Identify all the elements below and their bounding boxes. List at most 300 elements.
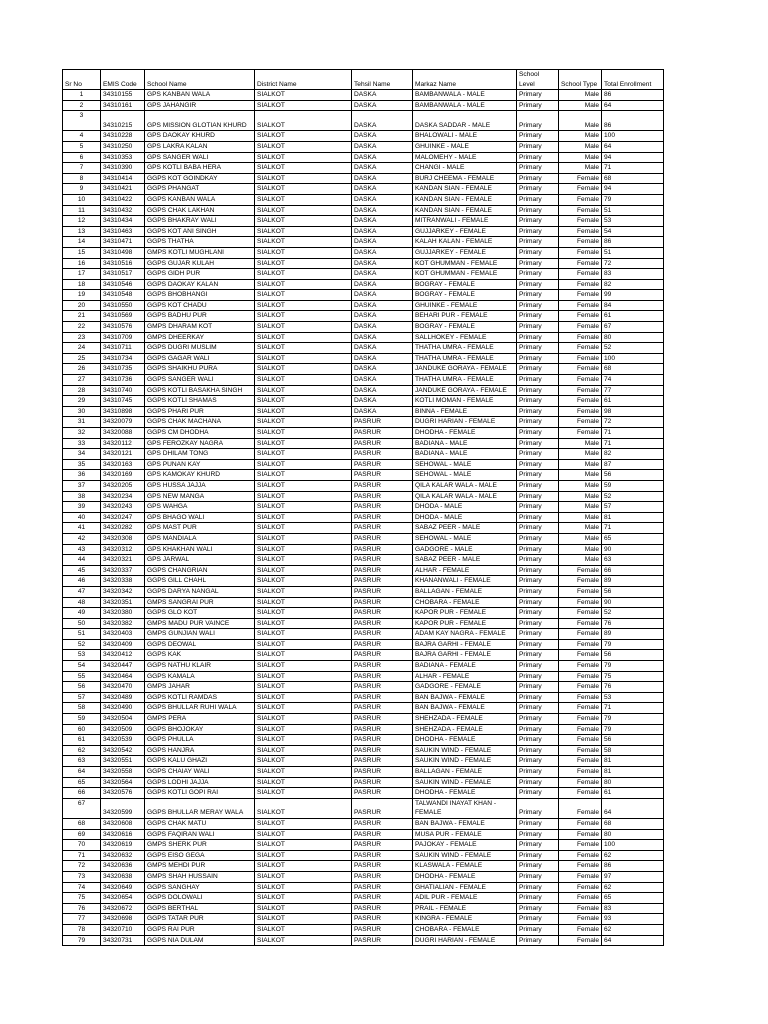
district-name-cell: SIALKOT	[255, 428, 352, 439]
tehsil-name-cell: PASRUR	[352, 756, 413, 767]
district-name-cell: SIALKOT	[255, 512, 352, 523]
school-type-cell: Male	[559, 90, 602, 101]
school-level-cell: Primary	[517, 861, 559, 872]
emis-code-cell: 34310516	[101, 258, 145, 269]
sr-no-cell: 64	[63, 767, 101, 778]
school-name-cell: GGPS HANJRA	[145, 745, 255, 756]
school-level-cell: Primary	[517, 173, 559, 184]
sr-no-cell: 37	[63, 480, 101, 491]
emis-code-cell: 34310353	[101, 152, 145, 163]
markaz-name-cell: QILA KALAR WALA - MALE	[413, 480, 517, 491]
emis-code-cell: 34310711	[101, 343, 145, 354]
markaz-name-cell: BAMBANWALA - MALE	[413, 90, 517, 101]
school-type-cell: Female	[559, 269, 602, 280]
table-row	[63, 597, 664, 608]
markaz-name-cell: BHALOWALI - MALE	[413, 131, 517, 142]
tehsil-name-cell: DASKA	[352, 269, 413, 280]
total-enrollment-cell: 72	[602, 258, 664, 269]
markaz-name-cell: THATHA UMRA - FEMALE	[413, 343, 517, 354]
tehsil-name-cell: DASKA	[352, 311, 413, 322]
markaz-name-cell: BAJRA GARHI - FEMALE	[413, 650, 517, 661]
table-row	[63, 882, 664, 893]
total-enrollment-cell: 71	[602, 523, 664, 534]
markaz-name-cell: BAN BAJWA - FEMALE	[413, 818, 517, 829]
school-level-cell: Primary	[517, 152, 559, 163]
tehsil-name-cell: PASRUR	[352, 650, 413, 661]
school-type-cell: Male	[559, 523, 602, 534]
sr-no-cell: 50	[63, 618, 101, 629]
sr-no-cell: 63	[63, 756, 101, 767]
district-name-cell: SIALKOT	[255, 671, 352, 682]
school-level-cell: Primary	[517, 343, 559, 354]
school-name-cell: GMPS MADU PUR VAINCE	[145, 618, 255, 629]
tehsil-name-cell: PASRUR	[352, 682, 413, 693]
district-name-cell: SIALKOT	[255, 639, 352, 650]
school-name-cell: GMPS JAHAR	[145, 682, 255, 693]
school-level-cell: Primary	[517, 840, 559, 851]
school-type-cell: Female	[559, 639, 602, 650]
school-name-cell: GGPS GILL CHAHL	[145, 576, 255, 587]
markaz-name-cell: DUGRI HARIAN - FEMALE	[413, 417, 517, 428]
sr-no-cell: 22	[63, 322, 101, 333]
sr-no-cell: 72	[63, 861, 101, 872]
total-enrollment-cell: 98	[602, 406, 664, 417]
markaz-name-cell: MITRANWALI - FEMALE	[413, 216, 517, 227]
school-name-cell: GGPS KOTLI BASAKHA SINGH	[145, 385, 255, 396]
sr-no-cell: 52	[63, 639, 101, 650]
emis-code-cell: 34310546	[101, 279, 145, 290]
emis-code-cell: 34310576	[101, 322, 145, 333]
total-enrollment-cell: 56	[602, 470, 664, 481]
total-enrollment-cell: 68	[602, 818, 664, 829]
school-type-cell: Female	[559, 300, 602, 311]
school-name-cell: GGPS DARYA NANGAL	[145, 586, 255, 597]
school-type-cell: Female	[559, 586, 602, 597]
total-enrollment-cell: 68	[602, 173, 664, 184]
emis-code-cell: 34320564	[101, 777, 145, 788]
district-name-cell: SIALKOT	[255, 629, 352, 640]
school-name-cell: GPS KANBAN WALA	[145, 90, 255, 101]
school-name-cell: GGPS FAQIRAN WALI	[145, 829, 255, 840]
school-name-cell: GGPS BERTHAL	[145, 903, 255, 914]
markaz-name-cell: JANDUKE GORAYA - FEMALE	[413, 364, 517, 375]
tehsil-name-cell: PASRUR	[352, 523, 413, 534]
tehsil-name-cell: PASRUR	[352, 438, 413, 449]
emis-code-cell: 34310414	[101, 173, 145, 184]
school-type-cell: Male	[559, 533, 602, 544]
table-row	[63, 840, 664, 851]
sr-no-cell: 19	[63, 290, 101, 301]
total-enrollment-cell: 56	[602, 586, 664, 597]
total-enrollment-cell: 100	[602, 353, 664, 364]
table-row	[63, 565, 664, 576]
header-emis-code: EMIS Code	[101, 70, 145, 90]
school-name-cell: GGPS CHAK MATU	[145, 818, 255, 829]
sr-no-cell: 69	[63, 829, 101, 840]
total-enrollment-cell: 93	[602, 914, 664, 925]
school-level-cell: Primary	[517, 269, 559, 280]
table-row	[63, 237, 664, 248]
school-type-cell: Female	[559, 829, 602, 840]
school-level-cell: Primary	[517, 428, 559, 439]
total-enrollment-cell: 51	[602, 247, 664, 258]
total-enrollment-cell: 71	[602, 428, 664, 439]
total-enrollment-cell: 62	[602, 924, 664, 935]
school-name-cell: GGPS DUGRI MUSLIM	[145, 343, 255, 354]
tehsil-name-cell: PASRUR	[352, 576, 413, 587]
emis-code-cell: 34310548	[101, 290, 145, 301]
school-name-cell: GGPS TATAR PUR	[145, 914, 255, 925]
emis-code-cell: 34320282	[101, 523, 145, 534]
school-name-cell: GGPS THATHA	[145, 237, 255, 248]
school-level-cell: Primary	[517, 924, 559, 935]
table-row	[63, 152, 664, 163]
total-enrollment-cell: 71	[602, 438, 664, 449]
school-type-cell: Female	[559, 861, 602, 872]
school-type-cell: Female	[559, 893, 602, 904]
total-enrollment-cell: 74	[602, 375, 664, 386]
school-name-cell: GPS MAST PUR	[145, 523, 255, 534]
sr-no-cell: 40	[63, 512, 101, 523]
school-level-cell: Primary	[517, 512, 559, 523]
school-name-cell: GGPS BHULLAR MERAY WALA	[145, 798, 255, 818]
table-row	[63, 714, 664, 725]
school-name-cell: GGPS KOT ANI SINGH	[145, 226, 255, 237]
markaz-name-cell: THATHA UMRA - FEMALE	[413, 353, 517, 364]
district-name-cell: SIALKOT	[255, 290, 352, 301]
table-row	[63, 470, 664, 481]
table-row	[63, 90, 664, 101]
school-type-cell: Female	[559, 629, 602, 640]
district-name-cell: SIALKOT	[255, 788, 352, 799]
emis-code-cell: 34310463	[101, 226, 145, 237]
total-enrollment-cell: 80	[602, 829, 664, 840]
school-level-cell: Primary	[517, 459, 559, 470]
school-level-cell: Primary	[517, 279, 559, 290]
school-level-cell: Primary	[517, 332, 559, 343]
header-markaz-name: Markaz Name	[413, 70, 517, 90]
school-name-cell: GGPS CHAK LAKHAN	[145, 205, 255, 216]
table-row	[63, 449, 664, 460]
table-row	[63, 871, 664, 882]
school-type-cell: Female	[559, 850, 602, 861]
school-level-cell: Primary	[517, 131, 559, 142]
tehsil-name-cell: PASRUR	[352, 533, 413, 544]
sr-no-cell: 9	[63, 184, 101, 195]
tehsil-name-cell: DASKA	[352, 184, 413, 195]
tehsil-name-cell: PASRUR	[352, 565, 413, 576]
district-name-cell: SIALKOT	[255, 745, 352, 756]
school-type-cell: Female	[559, 311, 602, 322]
markaz-name-cell: KHANANWALI - FEMALE	[413, 576, 517, 587]
school-type-cell: Male	[559, 480, 602, 491]
emis-code-cell: 34320632	[101, 850, 145, 861]
markaz-name-cell: KOT GHUMMAN - FEMALE	[413, 269, 517, 280]
sr-no-cell: 38	[63, 491, 101, 502]
sr-no-cell: 77	[63, 914, 101, 925]
emis-code-cell: 34310390	[101, 163, 145, 174]
table-row	[63, 438, 664, 449]
tehsil-name-cell: PASRUR	[352, 703, 413, 714]
school-level-cell: Primary	[517, 586, 559, 597]
sr-no-cell: 36	[63, 470, 101, 481]
markaz-name-cell: DHODA - MALE	[413, 502, 517, 513]
school-type-cell: Female	[559, 882, 602, 893]
tehsil-name-cell: PASRUR	[352, 840, 413, 851]
school-level-cell: Primary	[517, 205, 559, 216]
tehsil-name-cell: DASKA	[352, 141, 413, 152]
district-name-cell: SIALKOT	[255, 871, 352, 882]
markaz-name-cell: GUJJARKEY - FEMALE	[413, 247, 517, 258]
district-name-cell: SIALKOT	[255, 141, 352, 152]
sr-no-cell: 2	[63, 100, 101, 111]
markaz-name-cell: SABAZ PEER - MALE	[413, 523, 517, 534]
tehsil-name-cell: PASRUR	[352, 470, 413, 481]
markaz-name-cell: KANDAN SIAN - FEMALE	[413, 194, 517, 205]
markaz-name-cell: BADIANA - MALE	[413, 449, 517, 460]
school-type-cell: Female	[559, 914, 602, 925]
school-level-cell: Primary	[517, 364, 559, 375]
markaz-name-cell: ADIL PUR - FEMALE	[413, 893, 517, 904]
district-name-cell: SIALKOT	[255, 661, 352, 672]
school-name-cell: GMPS PERA	[145, 714, 255, 725]
school-name-cell: GGPS CM DHODHA	[145, 428, 255, 439]
markaz-name-cell: SAUKIN WIND - FEMALE	[413, 777, 517, 788]
header-district-name: District Name	[255, 70, 352, 90]
school-name-cell: GGPS BHOJOKAY	[145, 724, 255, 735]
emis-code-cell: 34320205	[101, 480, 145, 491]
tehsil-name-cell: DASKA	[352, 332, 413, 343]
school-level-cell: Primary	[517, 449, 559, 460]
emis-code-cell: 34320382	[101, 618, 145, 629]
emis-code-cell: 34310517	[101, 269, 145, 280]
school-name-cell: GGPS GUJAR KULAH	[145, 258, 255, 269]
school-level-cell: Primary	[517, 491, 559, 502]
emis-code-cell: 34320542	[101, 745, 145, 756]
district-name-cell: SIALKOT	[255, 226, 352, 237]
table-row	[63, 226, 664, 237]
markaz-name-cell: GHUINKE - FEMALE	[413, 300, 517, 311]
school-level-cell: Primary	[517, 311, 559, 322]
emis-code-cell: 34320619	[101, 840, 145, 851]
school-type-cell: Male	[559, 512, 602, 523]
school-level-cell: Primary	[517, 745, 559, 756]
school-type-cell: Female	[559, 247, 602, 258]
emis-code-cell: 34320490	[101, 703, 145, 714]
school-level-cell: Primary	[517, 756, 559, 767]
tehsil-name-cell: PASRUR	[352, 903, 413, 914]
school-name-cell: GGPS NIA DULAM	[145, 935, 255, 946]
emis-code-cell: 34320654	[101, 893, 145, 904]
school-level-cell: Primary	[517, 829, 559, 840]
emis-code-cell: 34320464	[101, 671, 145, 682]
school-name-cell: GPS JAHANGIR	[145, 100, 255, 111]
school-level-cell: Primary	[517, 300, 559, 311]
district-name-cell: SIALKOT	[255, 523, 352, 534]
school-type-cell: Female	[559, 661, 602, 672]
markaz-name-cell: GADGORE - FEMALE	[413, 682, 517, 693]
total-enrollment-cell: 79	[602, 194, 664, 205]
school-level-cell: Primary	[517, 406, 559, 417]
district-name-cell: SIALKOT	[255, 343, 352, 354]
school-type-cell: Female	[559, 258, 602, 269]
total-enrollment-cell: 94	[602, 152, 664, 163]
total-enrollment-cell: 94	[602, 184, 664, 195]
school-type-cell: Female	[559, 935, 602, 946]
school-type-cell: Male	[559, 152, 602, 163]
table-row	[63, 724, 664, 735]
school-level-cell: Primary	[517, 935, 559, 946]
district-name-cell: SIALKOT	[255, 903, 352, 914]
school-level-cell: Primary	[517, 629, 559, 640]
school-name-cell: GGPS KANBAN WALA	[145, 194, 255, 205]
district-name-cell: SIALKOT	[255, 777, 352, 788]
markaz-name-cell: GHUINKE - MALE	[413, 141, 517, 152]
sr-no-cell: 11	[63, 205, 101, 216]
sr-no-cell: 42	[63, 533, 101, 544]
school-name-cell: GGPS KOTLI GOPI RAI	[145, 788, 255, 799]
district-name-cell: SIALKOT	[255, 767, 352, 778]
table-row	[63, 893, 664, 904]
tehsil-name-cell: DASKA	[352, 226, 413, 237]
markaz-name-cell: BOGRAY - FEMALE	[413, 279, 517, 290]
district-name-cell: SIALKOT	[255, 269, 352, 280]
district-name-cell: SIALKOT	[255, 470, 352, 481]
school-type-cell: Male	[559, 544, 602, 555]
tehsil-name-cell: DASKA	[352, 205, 413, 216]
markaz-name-cell: BINNA - FEMALE	[413, 406, 517, 417]
total-enrollment-cell: 65	[602, 533, 664, 544]
emis-code-cell: 34310228	[101, 131, 145, 142]
tehsil-name-cell: DASKA	[352, 375, 413, 386]
school-level-cell: Primary	[517, 850, 559, 861]
total-enrollment-cell: 89	[602, 576, 664, 587]
district-name-cell: SIALKOT	[255, 533, 352, 544]
emis-code-cell: 34310432	[101, 205, 145, 216]
district-name-cell: SIALKOT	[255, 247, 352, 258]
table-row	[63, 788, 664, 799]
school-type-cell: Female	[559, 364, 602, 375]
school-type-cell: Male	[559, 141, 602, 152]
sr-no-cell: 62	[63, 745, 101, 756]
school-name-cell: GMPS DHARAM KOT	[145, 322, 255, 333]
school-name-cell: GPS HUSSA JAJJA	[145, 480, 255, 491]
sr-no-cell: 5	[63, 141, 101, 152]
school-level-cell: Primary	[517, 788, 559, 799]
school-name-cell: GGPS EISO GEGA	[145, 850, 255, 861]
school-name-cell: GPS PUNAN KAY	[145, 459, 255, 470]
markaz-name-cell: GUJJARKEY - FEMALE	[413, 226, 517, 237]
total-enrollment-cell: 81	[602, 512, 664, 523]
enrollment-table	[62, 69, 664, 946]
table-row	[63, 184, 664, 195]
district-name-cell: SIALKOT	[255, 491, 352, 502]
school-level-cell: Primary	[517, 322, 559, 333]
school-name-cell: GGPS SANGHAY	[145, 882, 255, 893]
total-enrollment-cell: 79	[602, 724, 664, 735]
sr-no-cell: 13	[63, 226, 101, 237]
total-enrollment-cell: 61	[602, 788, 664, 799]
sr-no-cell: 76	[63, 903, 101, 914]
markaz-name-cell: THATHA UMRA - FEMALE	[413, 375, 517, 386]
table-row	[63, 311, 664, 322]
school-level-cell: Primary	[517, 703, 559, 714]
district-name-cell: SIALKOT	[255, 131, 352, 142]
markaz-name-cell: ALHAR - FEMALE	[413, 671, 517, 682]
total-enrollment-cell: 65	[602, 893, 664, 904]
district-name-cell: SIALKOT	[255, 279, 352, 290]
school-name-cell: GPS NEW MANGA	[145, 491, 255, 502]
school-type-cell: Female	[559, 173, 602, 184]
district-name-cell: SIALKOT	[255, 375, 352, 386]
markaz-name-cell: SHEHZADA - FEMALE	[413, 714, 517, 725]
district-name-cell: SIALKOT	[255, 544, 352, 555]
total-enrollment-cell: 68	[602, 364, 664, 375]
school-level-cell: Primary	[517, 417, 559, 428]
emis-code-cell: 34320616	[101, 829, 145, 840]
sr-no-cell: 41	[63, 523, 101, 534]
school-name-cell: GGPS DAOKAY KALAN	[145, 279, 255, 290]
school-name-cell: GGPS PHARI PUR	[145, 406, 255, 417]
school-level-cell: Primary	[517, 438, 559, 449]
total-enrollment-cell: 86	[602, 237, 664, 248]
total-enrollment-cell: 52	[602, 343, 664, 354]
emis-code-cell: 34320551	[101, 756, 145, 767]
school-type-cell: Female	[559, 818, 602, 829]
school-name-cell: GGPS BHULLAR RUHI WALA	[145, 703, 255, 714]
district-name-cell: SIALKOT	[255, 417, 352, 428]
total-enrollment-cell: 53	[602, 692, 664, 703]
tehsil-name-cell: DASKA	[352, 258, 413, 269]
tehsil-name-cell: PASRUR	[352, 882, 413, 893]
markaz-name-cell: SEHOWAL - MALE	[413, 470, 517, 481]
markaz-name-cell: TALWANDI INAYAT KHAN - FEMALE	[413, 798, 517, 818]
table-row	[63, 163, 664, 174]
school-name-cell: GGPS CHANGRIAN	[145, 565, 255, 576]
sr-no-cell: 7	[63, 163, 101, 174]
school-level-cell: Primary	[517, 523, 559, 534]
district-name-cell: SIALKOT	[255, 322, 352, 333]
school-type-cell: Female	[559, 216, 602, 227]
sr-no-cell: 74	[63, 882, 101, 893]
school-type-cell: Male	[559, 100, 602, 111]
school-name-cell: GPS BHAGO WALI	[145, 512, 255, 523]
sr-no-cell: 59	[63, 714, 101, 725]
total-enrollment-cell: 86	[602, 111, 664, 131]
school-level-cell: Primary	[517, 141, 559, 152]
markaz-name-cell: BAMBANWALA - MALE	[413, 100, 517, 111]
tehsil-name-cell: PASRUR	[352, 671, 413, 682]
total-enrollment-cell: 87	[602, 459, 664, 470]
total-enrollment-cell: 52	[602, 491, 664, 502]
total-enrollment-cell: 80	[602, 777, 664, 788]
table-row	[63, 247, 664, 258]
sr-no-cell: 30	[63, 406, 101, 417]
markaz-name-cell: SAUKIN WIND - FEMALE	[413, 745, 517, 756]
school-name-cell: GMPS SHAH HUSSAIN	[145, 871, 255, 882]
table-row	[63, 850, 664, 861]
school-level-cell: Primary	[517, 353, 559, 364]
school-name-cell: GPS KAMOKAY KHURD	[145, 470, 255, 481]
emis-code-cell: 34320599	[101, 798, 145, 818]
table-row	[63, 924, 664, 935]
markaz-name-cell: KOT GHUMMAN - FEMALE	[413, 258, 517, 269]
total-enrollment-cell: 56	[602, 650, 664, 661]
table-row	[63, 576, 664, 587]
sr-no-cell: 39	[63, 502, 101, 513]
school-level-cell: Primary	[517, 618, 559, 629]
tehsil-name-cell: PASRUR	[352, 788, 413, 799]
